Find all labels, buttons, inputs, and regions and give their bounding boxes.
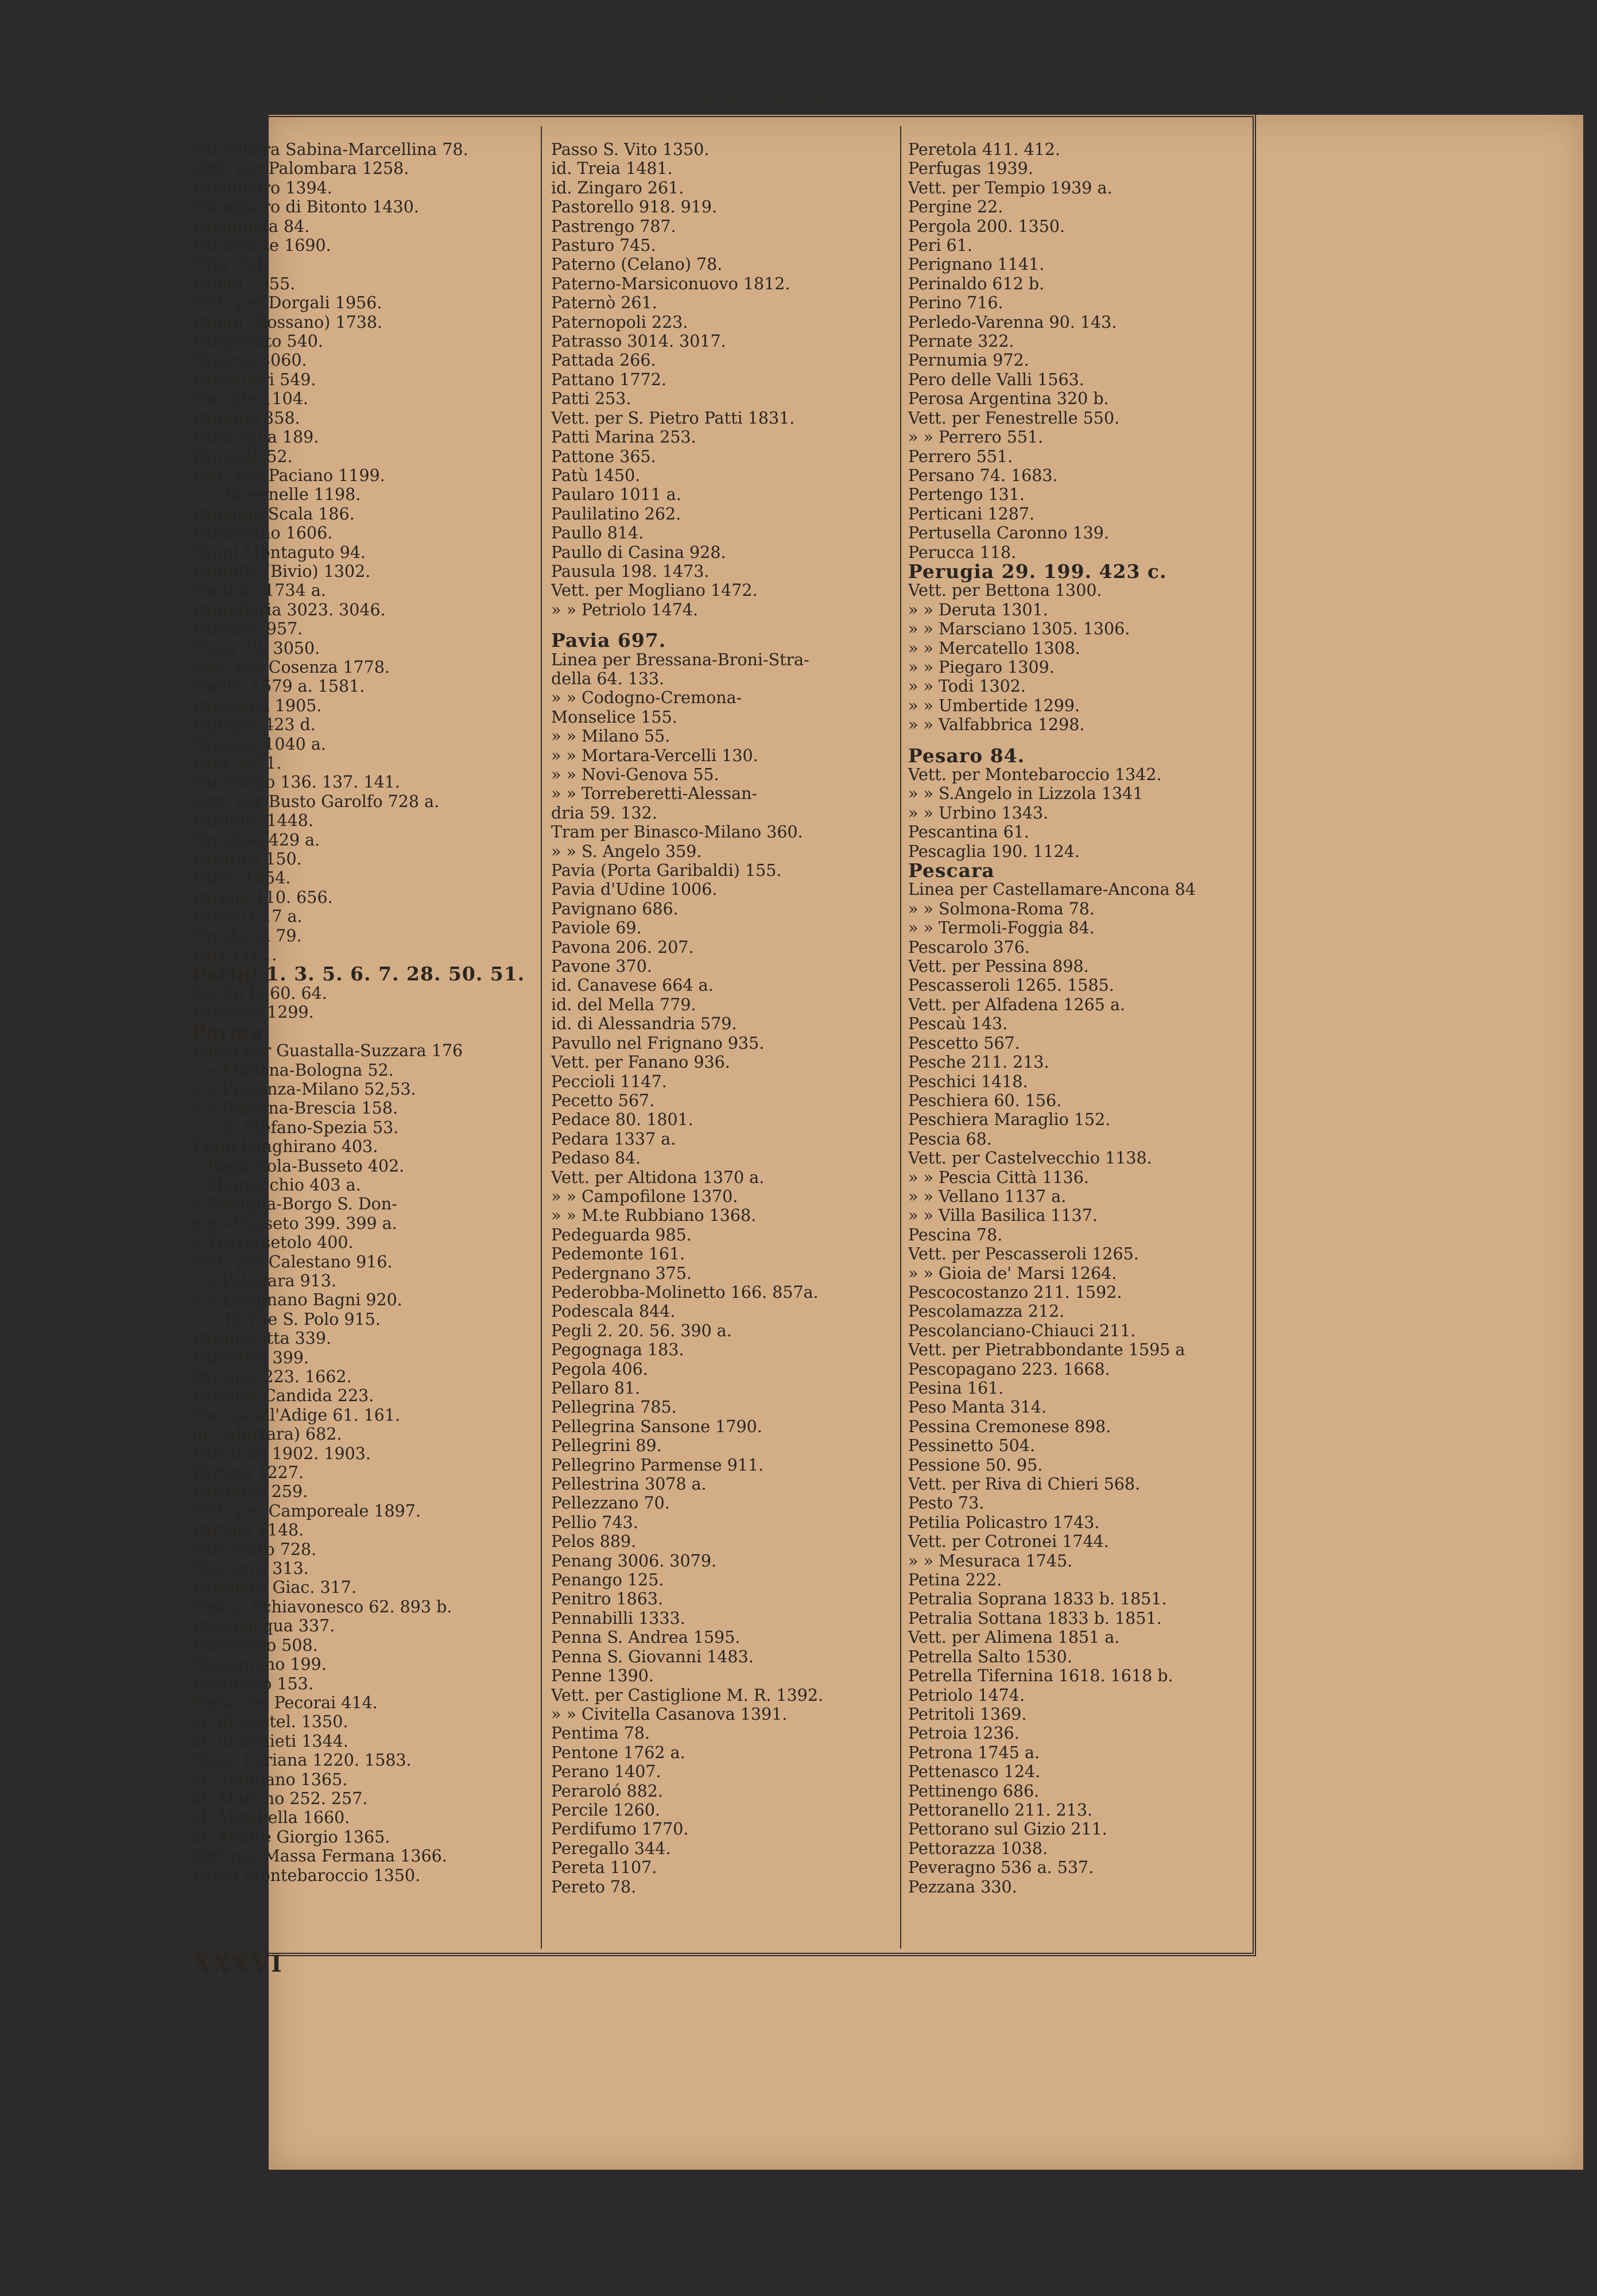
index-entry: Peschiera 60. 156. — [908, 1091, 1062, 1110]
index-entry: Pederobba-Molinetto 166. 857a. — [551, 1282, 819, 1302]
index-entry: Persano 74. 1683. — [908, 466, 1058, 485]
index-entry: Patti 253. — [551, 389, 631, 409]
index-entry: Parolise-Candida 223. — [192, 1386, 374, 1406]
index-entry: Pavignano 686. — [551, 899, 679, 918]
index-entry: Pavona 206. 207. — [551, 937, 694, 957]
index-entry: id. Magliano 1365. — [192, 1770, 348, 1789]
index-entry: Peretola 411. 412. — [908, 140, 1061, 159]
index-entry: della 64. 133. — [551, 669, 665, 688]
index-entry: » » S.Angelo in Lizzola 1341 — [908, 784, 1144, 804]
index-entry: Parma — [192, 1020, 263, 1043]
index-entry: Vett. per Calestano 916. — [192, 1252, 393, 1271]
index-entry: Passirano 153. — [192, 1674, 313, 1693]
index-entry: Vett. per Dorgali 1956. — [192, 293, 382, 313]
index-entry: Pasturo 745. — [551, 236, 656, 255]
index-entry: Vett. per Pessina 898. — [908, 957, 1089, 976]
index-entry: Petralia Soprana 1833 b. 1851. — [908, 1589, 1167, 1609]
index-entry: Pellegrina Sansone 1790. — [551, 1417, 762, 1436]
index-entry: Pessione 50. 95. — [908, 1455, 1043, 1475]
index-entry: id. Treia 1481. — [551, 159, 673, 179]
index-entry: » » Urbino 1343. — [908, 803, 1049, 823]
index-entry: » » Villa Basilica 1137. — [908, 1206, 1098, 1225]
index-entry: Pastrengo 787. — [551, 216, 676, 236]
index-entry: Pedemonte 161. — [551, 1244, 685, 1264]
index-entry: Podescala 844. — [551, 1302, 676, 1321]
index-entry: Petralia Sottana 1833 b. 1851. — [908, 1608, 1162, 1628]
index-entry: Patti Marina 253. — [551, 428, 696, 447]
index-entry: Pescocostanzo 211. 1592. — [908, 1282, 1122, 1302]
index-entry: Parigi 1. 3. 5. 6. 7. 28. 50. 51. — [192, 963, 525, 986]
index-entry: » » Mercatello 1308. — [908, 638, 1080, 658]
index-entry: Parghelia 79. — [192, 926, 302, 945]
index-entry: Parlesca 1299. — [192, 1003, 314, 1022]
index-entry: Penne 1390. — [551, 1666, 654, 1686]
index-entry: Paviole 69. — [551, 918, 642, 938]
index-entry: Pereta 1107. — [551, 1858, 657, 1878]
index-entry: Pessina Cremonese 898. — [908, 1417, 1111, 1436]
index-entry: Passalacqua 337. — [192, 1616, 335, 1636]
index-entry: Penna S. Giovanni 1483. — [551, 1647, 754, 1666]
index-entry: Pescolamazza 212. — [908, 1302, 1065, 1321]
index-entry: » » Piegaro 1309. — [908, 657, 1055, 677]
index-entry: Vett. per Busto Garolfo 728 a. — [192, 792, 440, 811]
index-entry: Pertengo 131. — [908, 485, 1025, 505]
index-entry: Pavia 697. — [551, 629, 666, 652]
index-entry: Pescolanciano-Chiauci 211. — [908, 1321, 1136, 1340]
index-entry: Pattada 266. — [551, 351, 656, 370]
index-entry: Pattone 365. — [551, 447, 656, 466]
index-entry: Parella 110. 656. — [192, 887, 333, 907]
index-entry: » » Piadena-Brescia 158. — [192, 1099, 398, 1118]
index-entry: Vett. per Mogliano 1472. — [551, 581, 758, 600]
index-entry: Passo Lariana 1220. 1583. — [192, 1751, 412, 1770]
index-entry: Pellegrina 785. — [551, 1398, 677, 1417]
index-entry: Tram Langhirano 403. — [192, 1137, 378, 1157]
index-entry: Parodi-Litta 339. — [192, 1329, 332, 1348]
index-entry: dria 59. 132. — [551, 803, 657, 823]
index-entry: Paterno-Marsiconuovo 1812. — [551, 274, 790, 293]
index-entry: » » Vellano 1137 a. — [908, 1186, 1067, 1206]
index-entry: Pettoranello 211. 213. — [908, 1800, 1093, 1820]
index-entry: Pegli 2. 20. 56. 390 a. — [551, 1321, 732, 1340]
index-column-2 — [551, 140, 890, 1942]
index-entry: Pesto 73. — [908, 1494, 984, 1513]
index-entry: Pelos 889. — [551, 1532, 637, 1552]
index-entry: Perano 1407. — [551, 1762, 661, 1782]
index-entry: Perignano 1141. — [908, 255, 1045, 274]
index-entry: Passignano 199. — [192, 1655, 327, 1674]
index-entry: Pessinetto 504. — [908, 1436, 1035, 1456]
index-entry: Vett. per Pietrabbondante 1595 a — [908, 1340, 1185, 1360]
index-entry: » » Torreberetti-Alessan- — [551, 784, 758, 804]
index-entry: Pergine 22. — [908, 197, 1003, 217]
index-entry: » Traversetolo 400. — [192, 1233, 354, 1252]
index-entry: Paola 79. 3050. — [192, 638, 320, 658]
column-separator — [541, 126, 542, 1949]
index-entry: Vett. per Cosenza 1778. — [192, 657, 390, 677]
index-entry: Linea per Bressana-Broni-Stra- — [551, 650, 809, 669]
index-entry: Pentima 78. — [551, 1724, 650, 1743]
index-entry: id. Canavese 664 a. — [551, 976, 714, 995]
index-entry: Pavone 370. — [551, 957, 652, 976]
index-entry: Peri 61. — [908, 236, 972, 255]
index-entry: » » Deruta 1301. — [908, 600, 1048, 619]
index-entry: Petroia 1236. — [908, 1724, 1020, 1743]
index-entry: Pescaù 143. — [908, 1014, 1008, 1034]
index-entry: Parà 3071. — [192, 754, 282, 773]
index-entry: Perosa Argentina 320 b. — [908, 389, 1109, 409]
index-entry: Vett. per Cotronei 1744. — [908, 1532, 1109, 1552]
index-entry: Pegola 406. — [551, 1359, 648, 1379]
index-entry: » » Solmona-Roma 78. — [908, 899, 1095, 918]
index-entry: Petina 222. — [908, 1570, 1002, 1590]
index-entry: Paullo 814. — [551, 523, 644, 543]
index-entry: Pamparato 540. — [192, 332, 323, 351]
index-entry: » Montecchio 403 a. — [192, 1175, 361, 1194]
index-entry: » » Campofilone 1370. — [551, 1186, 738, 1206]
index-entry: Vett. per Paciano 1199. — [192, 466, 385, 485]
index-entry: Pentone 1762 a. — [551, 1743, 685, 1762]
index-entry: Peraroló 882. — [551, 1781, 663, 1801]
index-column-3 — [908, 140, 1253, 1942]
index-entry: id. Zingaro 261. — [551, 178, 684, 197]
index-entry: Paschero Giac. 317. — [192, 1578, 356, 1597]
index-entry: » » Valfabbrica 1298. — [908, 715, 1085, 735]
index-entry: id. di Alessandria 579. — [551, 1014, 737, 1034]
index-entry: Pescia 68. — [908, 1129, 992, 1149]
index-entry: Vett. per Pescasseroli 1265. — [908, 1244, 1139, 1264]
index-entry: » » Mortara-Vercelli 130. — [551, 746, 758, 765]
index-entry: nino-Busseto 399. 399 a. — [192, 1213, 397, 1233]
index-entry: Vett. per Fanano 936. — [551, 1053, 730, 1072]
page-number: XXXVI — [193, 1950, 284, 1977]
index-entry: Papozze 1040 a. — [192, 734, 326, 754]
index-entry: » » Petriolo 1474. — [551, 600, 699, 619]
index-entry: » » S. Stefano-Spezia 53. — [192, 1118, 399, 1137]
index-entry: Pertusella Caronno 139. — [908, 523, 1109, 543]
index-entry: Perugia 29. 199. 423 c. — [908, 560, 1167, 583]
index-entry: » » Gioia de' Marsi 1264. — [908, 1263, 1117, 1283]
index-entry: Patù 1450. — [551, 466, 641, 485]
index-entry: Pandino 358. — [192, 408, 300, 428]
index-entry: Palomonte 1690. — [192, 236, 331, 255]
index-entry: Pastorello 918. 919. — [551, 197, 718, 217]
index-entry: Perrero 551. — [908, 447, 1013, 466]
index-entry: Pannarano 1606. — [192, 523, 333, 543]
index-entry: Paludi 1955. — [192, 274, 296, 293]
index-entry: Peveragno 536 a. 537. — [908, 1858, 1094, 1878]
index-entry: Perino 716. — [908, 293, 1003, 313]
index-entry: Petrella Salto 1530. — [908, 1647, 1072, 1666]
index-entry: Penang 3006. 3079. — [551, 1551, 717, 1570]
index-entry: » » Termoli-Foggia 84. — [908, 918, 1095, 938]
index-entry: Pellegrini 89. — [551, 1436, 662, 1456]
index-entry: Parabita 1448. — [192, 811, 313, 831]
index-entry: Vett. per Bettona 1300. — [908, 581, 1102, 600]
index-entry: Pesche 211. 213. — [908, 1053, 1049, 1072]
index-entry: Perfugas 1939. — [908, 159, 1033, 179]
index-entry: » » Marsciano 1305. 1306. — [908, 619, 1130, 639]
index-entry: » » Piacenza-Milano 52,53. — [192, 1079, 416, 1099]
index-entry: Pescaglia 190. 1124. — [908, 841, 1080, 861]
index-entry: Palombina 84. — [192, 216, 310, 236]
index-entry: » » Pelegara 913. — [192, 1271, 337, 1290]
index-entry: Pavia d'Udine 1006. — [551, 880, 718, 899]
index-entry: Pescopagano 223. 1668. — [908, 1359, 1110, 1379]
index-entry: Petilia Policastro 1743. — [908, 1512, 1100, 1532]
index-entry: Vett. per S. Pietro Patti 1831. — [551, 408, 795, 428]
index-entry: Petrella Tifernina 1618. 1618 b. — [908, 1666, 1173, 1686]
index-entry: Passo Montebaroccio 1350. — [192, 1865, 421, 1885]
index-entry: Panigale Scala 186. — [192, 504, 355, 523]
index-entry: Peschiera Maraglio 152. — [908, 1110, 1111, 1130]
index-entry: Vett. per Riva di Chieri 568. — [908, 1475, 1141, 1494]
index-entry: Patrasso 3014. 3017. — [551, 332, 726, 351]
index-entry: Palombara Sabina-Marcellina 78. — [192, 140, 468, 159]
index-entry: Pedergnano 375. — [551, 1263, 692, 1283]
index-entry: Vett. per Tempio 1939 a. — [908, 178, 1113, 197]
index-entry: Pellestrina 3078 a. — [551, 1475, 707, 1494]
index-entry: Paularo 1011 a. — [551, 485, 681, 505]
index-entry: Paolisi 1579 a. 1581. — [192, 677, 365, 696]
index-entry: Panaria 3060. — [192, 351, 307, 370]
index-entry: Perledo-Varenna 90. 143. — [908, 312, 1117, 332]
index-entry: Vett. per Alimena 1851 a. — [908, 1628, 1120, 1647]
index-entry: Pescara — [908, 859, 995, 882]
index-entry: Pennabilli 1333. — [551, 1608, 685, 1628]
index-entry: Pero delle Valli 1563. — [908, 370, 1084, 389]
index-entry: » Ragazzola-Busseto 402. — [192, 1156, 405, 1176]
index-entry: Paradiso 429 a. — [192, 830, 320, 850]
index-entry: Pescina 78. — [908, 1225, 1003, 1244]
index-entry: Petritoli 1369. — [908, 1704, 1027, 1724]
index-entry: Pettorazza 1038. — [908, 1839, 1048, 1858]
index-entry: Pesaro 84. — [908, 744, 1025, 767]
index-entry: Partino 1148. — [192, 1521, 304, 1540]
index-entry: Vett. per Castiglione M. R. 1392. — [551, 1685, 824, 1705]
index-entry: Perucca 118. — [908, 542, 1017, 562]
index-entry: Passo S. Vito 1350. — [551, 140, 710, 159]
index-entry: » » Modena-Bologna 52. — [192, 1060, 394, 1080]
index-entry: Parona all'Adige 61. 161. — [192, 1405, 401, 1425]
index-entry: Passerano 508. — [192, 1635, 318, 1655]
index-entry: Perdifumo 1770. — [551, 1820, 689, 1839]
index-entry: Pausula 198. 1473. — [551, 561, 710, 581]
index-entry: Vett. per Fenestrelle 550. — [908, 408, 1120, 428]
index-entry: Tram per Binasco-Milano 360. — [551, 823, 803, 842]
index-entry: » » Perrero 551. — [908, 428, 1044, 447]
index-entry: Pancalieri 549. — [192, 370, 316, 389]
index-entry: » » Torrile S. Polo 915. — [192, 1309, 381, 1329]
index-entry: » » Mesuraca 1745. — [908, 1551, 1073, 1570]
index-entry: Papigno 423 d. — [192, 715, 316, 735]
index-entry: » » Todi 1302. — [908, 677, 1026, 696]
index-entry: Pettenasco 124. — [908, 1762, 1041, 1782]
index-entry: 56. 56 b. 60. 64. — [192, 983, 327, 1003]
index-entry: Palù 784. — [192, 255, 269, 274]
index-entry: Pezzana 330. — [908, 1877, 1017, 1896]
index-entry: Paulilatino 262. — [551, 504, 681, 523]
index-entry: Vett. per Palombara 1258. — [192, 159, 409, 179]
index-entry: Penango 125. — [551, 1570, 664, 1590]
index-entry: Pegognaga 183. — [551, 1340, 684, 1360]
index-entry: Pesina 161. — [908, 1379, 1004, 1398]
index-entry: Paternopoli 223. — [551, 312, 688, 332]
index-entry: Pergola 200. 1350. — [908, 216, 1065, 236]
index-entry: Paruzzaro 728. — [192, 1539, 317, 1559]
index-entry: Pedaso 84. — [551, 1149, 641, 1168]
index-entry: Pescantina 61. — [908, 823, 1029, 842]
index-entry: Palombaro di Bitonto 1430. — [192, 197, 419, 217]
index-entry: Pellezzano 70. — [551, 1494, 670, 1513]
index-entry: Paratico 150. — [192, 850, 302, 869]
index-entry: Pancole 1104. — [192, 389, 308, 409]
column-separator — [900, 126, 901, 1949]
index-entry: Pattano 1772. — [551, 370, 666, 389]
index-entry: Paschera 313. — [192, 1559, 309, 1578]
index-entry: Linea per Castellamare-Ancona 84 — [908, 880, 1196, 899]
index-entry: Pellegrino Parmense 911. — [551, 1455, 764, 1475]
index-entry: Peregallo 344. — [551, 1839, 671, 1858]
index-entry: Paullo di Casina 928. — [551, 542, 726, 562]
index-entry: Paparella 1905. — [192, 696, 322, 715]
index-entry: Pernate 322. — [908, 332, 1014, 351]
index-entry: Pettinengo 686. — [908, 1781, 1040, 1801]
index-entry: Perticani 1287. — [908, 504, 1035, 523]
index-entry: Pereto 78. — [551, 1877, 637, 1896]
index-entry: id. Mirabella 1660. — [192, 1808, 350, 1828]
index-entry: Partina 1227. — [192, 1463, 304, 1483]
index-entry: Pecetto 567. — [551, 1091, 655, 1110]
index-entry: Pellaro 81. — [551, 1379, 641, 1398]
index-entry: » » Umbertide 1299. — [908, 696, 1080, 715]
index-entry: Pavullo nel Frignano 935. — [551, 1033, 765, 1053]
index-entry: Peccioli 1147. — [551, 1072, 667, 1091]
index-entry: Perinaldo 612 b. — [908, 274, 1045, 293]
index-entry: Id. (Mortara) 682. — [192, 1425, 342, 1444]
index-entry: Parolise 223. 1662. — [192, 1367, 352, 1386]
index-entry: » » Lesignano Bagni 920. — [192, 1290, 402, 1310]
index-entry: Pescasseroli 1265. 1585. — [908, 976, 1114, 995]
index-entry: » Soragna-Borgo S. Don- — [192, 1194, 397, 1214]
index-entry: Pantano 1734 a. — [192, 581, 326, 600]
index-entry: Pareto 617 a. — [192, 907, 303, 926]
index-entry: Vett. per Altidona 1370 a. — [551, 1168, 765, 1187]
index-entry: » » Milano 55. — [551, 727, 670, 746]
index-column-1 — [192, 140, 530, 1942]
index-entry: Passo dei Pecorai 414. — [192, 1693, 378, 1712]
index-entry: Pedeguarda 985. — [551, 1225, 692, 1244]
index-entry: » » Tavernelle 1198. — [192, 485, 361, 505]
index-entry: Panicale 52. — [192, 447, 293, 466]
index-entry: Pedace 80. 1801. — [551, 1110, 693, 1130]
index-entry: Pari 1161. — [192, 945, 277, 965]
index-entry: id. Martino 252. 257. — [192, 1789, 368, 1808]
index-entry: » » M.te Rubbiano 1368. — [551, 1206, 757, 1225]
index-entry: Panicaglia 189. — [192, 428, 319, 447]
index-entry: » » Civitella Casanova 1391. — [551, 1704, 788, 1724]
index-entry: » » Novi-Genova 55. — [551, 765, 719, 784]
index-entry: Pavia (Porta Garibaldi) 155. — [551, 861, 782, 881]
page-header: INDICE ALFABETICO — [693, 92, 904, 112]
index-entry: Vett per Massa Fermana 1366. — [192, 1847, 447, 1866]
index-entry: » » Pescia Città 1136. — [908, 1168, 1089, 1187]
index-entry: Linea per Guastalla-Suzzara 176 — [192, 1041, 463, 1061]
index-entry: Vett. per Alfadena 1265 a. — [908, 995, 1126, 1014]
index-entry: Pellio 743. — [551, 1512, 638, 1532]
index-entry: id. Monte Giorgio 1365. — [192, 1827, 390, 1847]
index-entry: Partinico 259. — [192, 1482, 308, 1502]
index-entry: Partanna 1902. 1903. — [192, 1444, 371, 1463]
index-entry: Panni-Montaguto 94. — [192, 542, 366, 562]
index-entry: Vett. per Camporeale 1897. — [192, 1501, 421, 1521]
index-entry: Parco 1854. — [192, 868, 291, 888]
index-entry: » » Codogno-Cremona- — [551, 688, 742, 708]
index-entry: Parabiago 136. 137. 141. — [192, 773, 400, 792]
index-entry: Pasian Schiavonesco 62. 893 b. — [192, 1597, 452, 1616]
index-entry: Penitro 1863. — [551, 1589, 664, 1609]
index-entry: Paludi (Rossano) 1738. — [192, 312, 383, 332]
index-entry: Penna S. Andrea 1595. — [551, 1628, 741, 1647]
index-entry: » » S. Angelo 359. — [551, 841, 702, 861]
index-entry: id. di Castel. 1350. — [192, 1712, 348, 1732]
index-entry: Petrona 1745 a. — [908, 1743, 1040, 1762]
index-entry: Palombaro 1394. — [192, 178, 332, 197]
index-entry: Pantelleria 3023. 3046. — [192, 600, 386, 619]
index-entry: Percile 1260. — [551, 1800, 661, 1820]
index-entry: Vett. per Montebaroccio 1342. — [908, 765, 1162, 784]
index-entry: Peschici 1418. — [908, 1072, 1028, 1091]
index-entry: Paroletta 399. — [192, 1348, 309, 1367]
index-entry: Panzano 957. — [192, 619, 303, 639]
index-entry: Pescetto 567. — [908, 1033, 1020, 1053]
index-entry: Vett. per Castelvecchio 1138. — [908, 1149, 1152, 1168]
index-entry: Peso Manta 314. — [908, 1398, 1047, 1417]
index-entry: Pantalla (Bivio) 1302. — [192, 561, 371, 581]
index-entry: id. di Schieti 1344. — [192, 1731, 348, 1751]
index-entry: Paternò 261. — [551, 293, 657, 313]
index-entry: Monselice 155. — [551, 707, 677, 727]
index-entry: id. del Mella 779. — [551, 995, 696, 1014]
index-entry: Paterno (Celano) 78. — [551, 255, 723, 274]
index-entry: Pescarolo 376. — [908, 937, 1030, 957]
index-entry: Pedara 1337 a. — [551, 1129, 676, 1149]
index-entry: Pernumia 972. — [908, 351, 1029, 370]
index-entry: Pettorano sul Gizio 211. — [908, 1820, 1107, 1839]
index-entry: Petriolo 1474. — [908, 1685, 1025, 1705]
